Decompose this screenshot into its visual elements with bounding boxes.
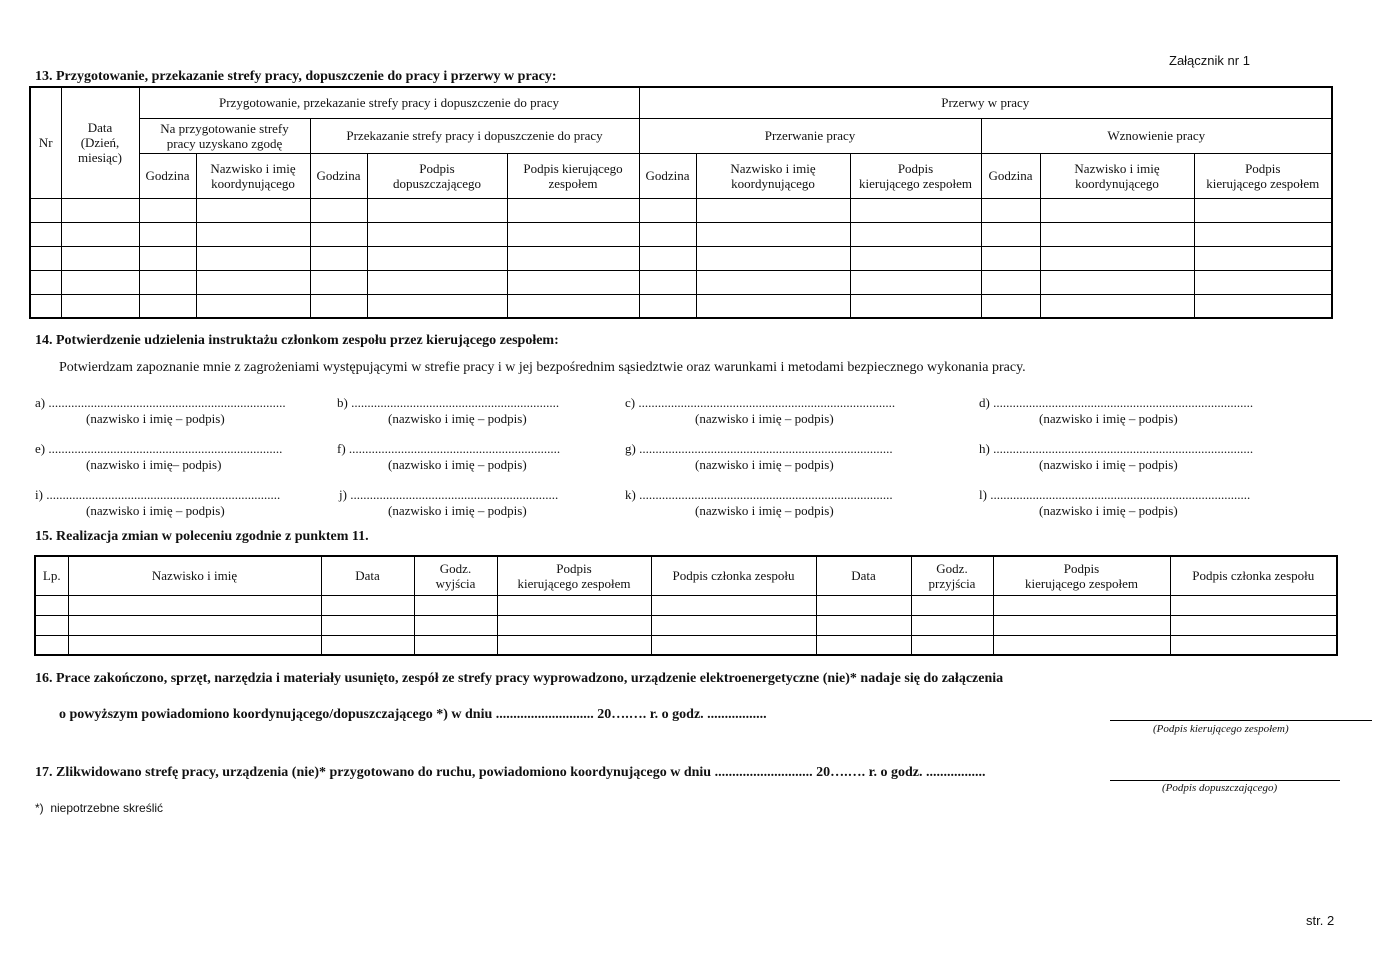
section-14-title: 14. Potwierdzenie udzielenia instruktażu członkom zespołu przez kierującego zespołem:: [35, 333, 559, 348]
col-lp: Lp.: [35, 556, 68, 595]
group-breaks-header: Przerwy w pracy: [639, 87, 1332, 118]
page-number: str. 2: [1306, 913, 1335, 928]
section-17-line: 17. Zlikwidowano strefę pracy, urządzenia (nie)* przygotowano do ruchu, powiadomiono koordynującego w dniu ............................ 20….…. r. o godz. .................: [35, 765, 986, 780]
col-coordinator: Nazwisko i imię koordynującego: [696, 153, 850, 198]
admitter-signature-caption: (Podpis dopuszczającego): [1162, 782, 1278, 794]
signature-field-g[interactable]: g) .............................................................................. (nazwisko i imię – podpis): [625, 441, 893, 472]
signature-field-a[interactable]: a) ......................................................................... (nazwisko i imię – podpis): [35, 395, 286, 426]
group-preparation-header: Przygotowanie, przekazanie strefy pracy i dopuszczenie do pracy: [139, 87, 639, 118]
col-member-signature: Podpis członka zespołu: [1170, 556, 1337, 595]
col-date: Data: [816, 556, 911, 595]
table-row: [35, 615, 1337, 635]
col-admitter-signature: Podpis dopuszczającego: [367, 153, 507, 198]
col-name: Nazwisko i imię: [68, 556, 321, 595]
col-hour: Godzina: [639, 153, 696, 198]
leader-signature-line[interactable]: [1110, 720, 1372, 721]
consent-header: Na przygotowanie strefy pracy uzyskano zgodę: [139, 118, 310, 153]
section-15-title: 15. Realizacja zmian w poleceniu zgodnie z punktem 11.: [35, 529, 369, 544]
signature-field-i[interactable]: i) ........................................................................ (nazwisko i imię – podpis): [35, 487, 281, 518]
table-row: [35, 635, 1337, 655]
date-header: Data (Dzień, miesiąc): [61, 87, 139, 198]
col-leader-signature: Podpis kierującego zespołem: [850, 153, 981, 198]
table-row: [35, 595, 1337, 615]
col-arrival-time: Godz. przyjścia: [911, 556, 993, 595]
section-13-title: 13. Przygotowanie, przekazanie strefy pracy, dopuszczenie do pracy i przerwy w pracy:: [35, 69, 557, 84]
nr-header: Nr: [30, 87, 61, 198]
signature-field-d[interactable]: d) ................................................................................ (nazwisko i imię – podpis): [979, 395, 1254, 426]
resumption-header: Wznowienie pracy: [981, 118, 1332, 153]
annex-label: Załącznik nr 1: [1169, 53, 1250, 68]
col-coordinator: Nazwisko i imię koordynującego: [196, 153, 310, 198]
handover-header: Przekazanie strefy pracy i dopuszczenie do pracy: [310, 118, 639, 153]
interruption-header: Przerwanie pracy: [639, 118, 981, 153]
signature-field-c[interactable]: c) ............................................................................... (nazwisko i imię – podpis): [625, 395, 896, 426]
signature-field-h[interactable]: h) ................................................................................ (nazwisko i imię – podpis): [979, 441, 1254, 472]
signature-field-l[interactable]: l) ................................................................................ (nazwisko i imię – podpis): [979, 487, 1251, 518]
col-exit-time: Godz. wyjścia: [414, 556, 497, 595]
section-13-table: [29, 86, 1333, 319]
section-16-line-2: o powyższym powiadomiono koordynującego/dopuszczającego *) w dniu ............................ 20….…. r. o godz. .................: [59, 707, 767, 722]
col-hour: Godzina: [310, 153, 367, 198]
col-date: Data: [321, 556, 414, 595]
col-hour: Godzina: [981, 153, 1040, 198]
signature-field-f[interactable]: f) ................................................................. (nazwisko i imię – podpis): [337, 441, 561, 472]
admitter-signature-line[interactable]: [1110, 780, 1340, 781]
section-15-table: [34, 555, 1338, 656]
signature-field-j[interactable]: j) ................................................................ (nazwisko i imię – podpis): [339, 487, 559, 518]
col-leader-signature: Podpis kierującego zespołem: [497, 556, 651, 595]
leader-signature-caption: (Podpis kierującego zespołem): [1153, 723, 1289, 735]
col-leader-signature: Podpis kierującego zespołem: [1194, 153, 1332, 198]
col-coordinator: Nazwisko i imię koordynującego: [1040, 153, 1194, 198]
col-leader-signature: Podpis kierującego zespołem: [993, 556, 1170, 595]
table-row: [30, 246, 1332, 270]
signature-field-e[interactable]: e) ........................................................................ (nazwisko i imię– podpis): [35, 441, 283, 472]
signature-field-k[interactable]: k) .............................................................................. (nazwisko i imię – podpis): [625, 487, 893, 518]
col-leader-signature: Podpis kierującego zespołem: [507, 153, 639, 198]
table-row: [30, 222, 1332, 246]
footnote: *) niepotrzebne skreślić: [35, 801, 164, 815]
signature-field-b[interactable]: b) ................................................................ (nazwisko i imię – podpis): [337, 395, 560, 426]
table-row: [30, 198, 1332, 222]
table-row: [30, 294, 1332, 318]
table-row: [30, 270, 1332, 294]
col-hour: Godzina: [139, 153, 196, 198]
instruction-confirmation-text: Potwierdzam zapoznanie mnie z zagrożeniami występującymi w strefie pracy i w jej bezpośrednim sąsiedztwie oraz warunkami i metodami bezpiecznego wykonania pracy.: [59, 360, 1026, 375]
section-16-line-1: 16. Prace zakończono, sprzęt, narzędzia i materiały usunięto, zespół ze strefy pracy wyprowadzono, urządzenie elektroenergetyczne (nie)* nadaje się do załączenia: [35, 671, 1004, 686]
col-member-signature: Podpis członka zespołu: [651, 556, 816, 595]
